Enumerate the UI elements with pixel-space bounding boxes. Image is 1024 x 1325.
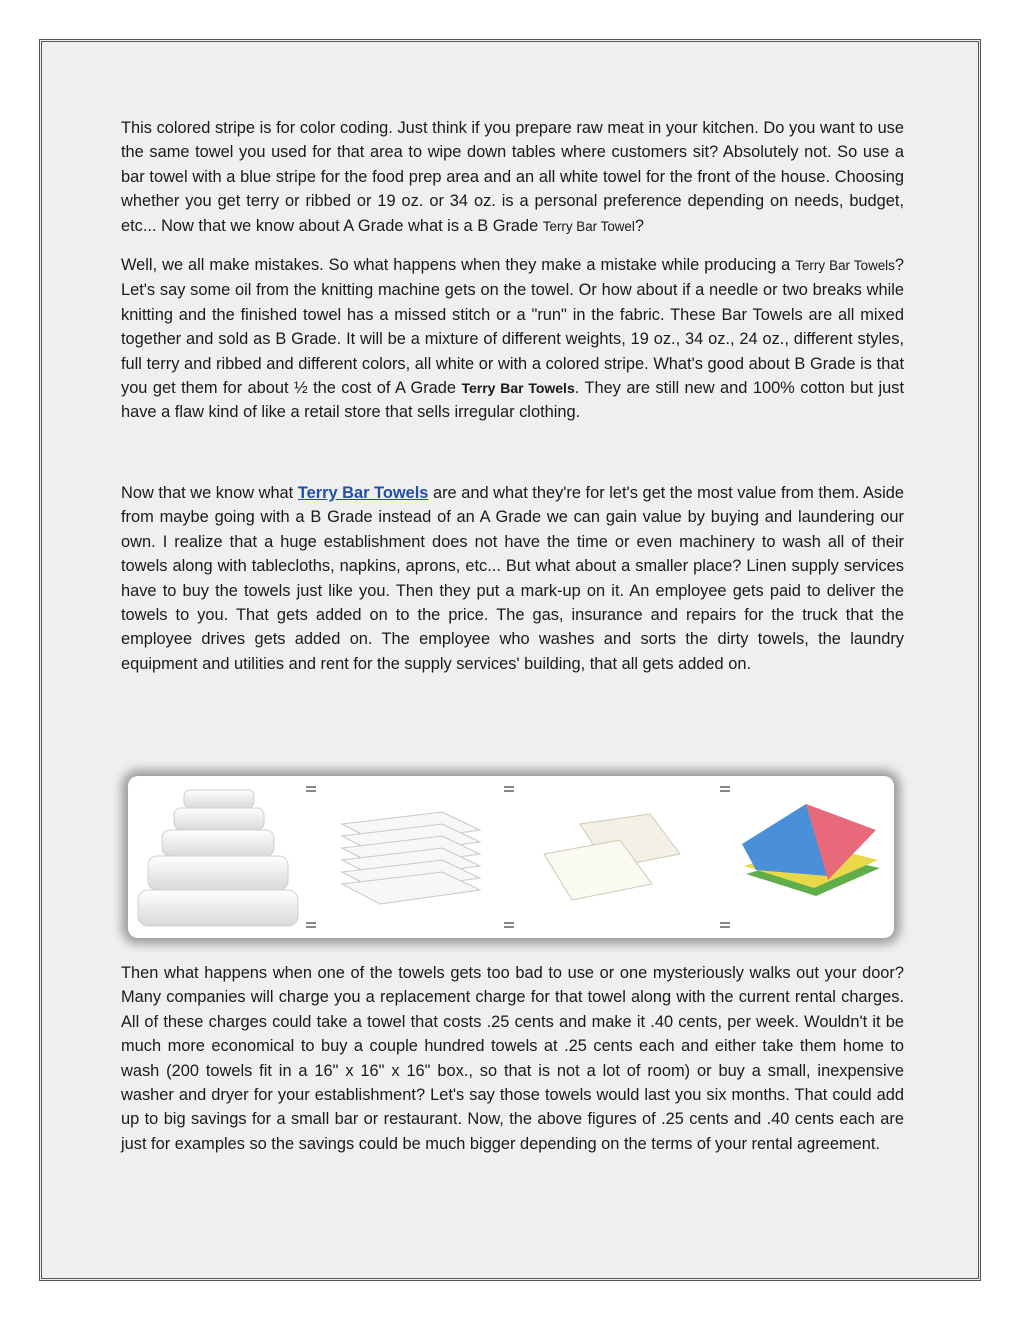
towel-image-strip <box>128 776 894 938</box>
terry-pads-image <box>520 784 716 930</box>
image-divider <box>304 780 318 934</box>
paragraph-replacement-charges: Then what happens when one of the towels gets too bad to use or one mysteriously walks out your door? Many companies will charge you a replacement charge for that towel along with the current rental charges. All of these charges could take a towel that costs .25 cents and make it .40 cents, per week. Wouldn't it be much more economical to buy a couple hundred towels at .25 cents each and either take them home to wash (200 towels fit in a 16" x 16" x 16" box., so that is not a lot of room) or buy a small, inexpensive washer and dryer for your establishment? Let's say those towels would last you six months. That could add up to big savings for a small bar or restaurant. Now, the above figures of .25 cents and .40 cents each are just for examples so the savings could be much bigger depending on the terms of your rental agreement. <box>121 964 904 1153</box>
colored-microfiber-towels-image <box>736 784 888 930</box>
bold-term: Terry Bar Towels <box>461 380 575 397</box>
folded-bar-towels-image <box>322 784 500 930</box>
paragraph-value: Now that we know what Terry Bar Towels are and what they're for let's get the most value from them. Aside from maybe going with a B Grade instead of an A Grade we can gain value by buying and laundering our own. I realize that a huge establishment does not have the time or even machinery to wash all of their towels along with tablecloths, napkins, aprons, etc... But what about a smaller place? Linen supply services have to buy the towels just like you. Then they put a mark-up on it. An employee gets paid to deliver the towels to you. That gets added on to the price. The gas, insurance and repairs for the truck that the employee drives gets added on. The employee who washes and sorts the dirty towels, the laundry equipment and utilities and rent for the supply services' building, that all gets added on. <box>121 483 904 673</box>
inline-term: Terry Bar Towel <box>542 218 635 234</box>
image-divider <box>718 780 732 934</box>
paragraph-b-grade: Well, we all make mistakes. So what happens when they make a mistake while producing a Terry Bar Towels? Let's say some oil from the knitting machine gets on the towel. Or how about if a needle or two breaks while knitting and the finished towel has a missed stitch or a "run" in the fabric. These Bar Towels are all mixed together and sold as B Grade. It will be a mixture of different weights, 19 oz., 34 oz., 24 oz., different styles, full terry and ribbed and different colors, all white or with a colored stripe. What's good about B Grade is that you get them for about ½ the cost of A Grade Terry Bar Towels. They are still new and 100% cotton but just have a flaw kind of like a retail store that sells irregular clothing. <box>121 256 905 422</box>
article-body <box>121 116 904 690</box>
image-divider <box>502 780 516 934</box>
terry-bar-towels-link[interactable]: Terry Bar Towels <box>297 483 429 502</box>
paragraph-color-coding: This colored stripe is for color coding. Just think if you prepare raw meat in your kitchen. Do you want to use the same towel you used for that area to wipe down tables where customers sit? Absolutely not. So use a bar towel with a blue stripe for the food prep area and an all white towel for the front of the house. Choosing whether you get terry or ribbed or 19 oz. or 34 oz. is a personal preference depending on needs, budget, etc... Now that we know about A Grade what is a B Grade Terry Bar Towel? <box>121 119 904 235</box>
white-towel-stack-image <box>134 784 304 930</box>
inline-term: Terry Bar Towels <box>795 258 895 274</box>
